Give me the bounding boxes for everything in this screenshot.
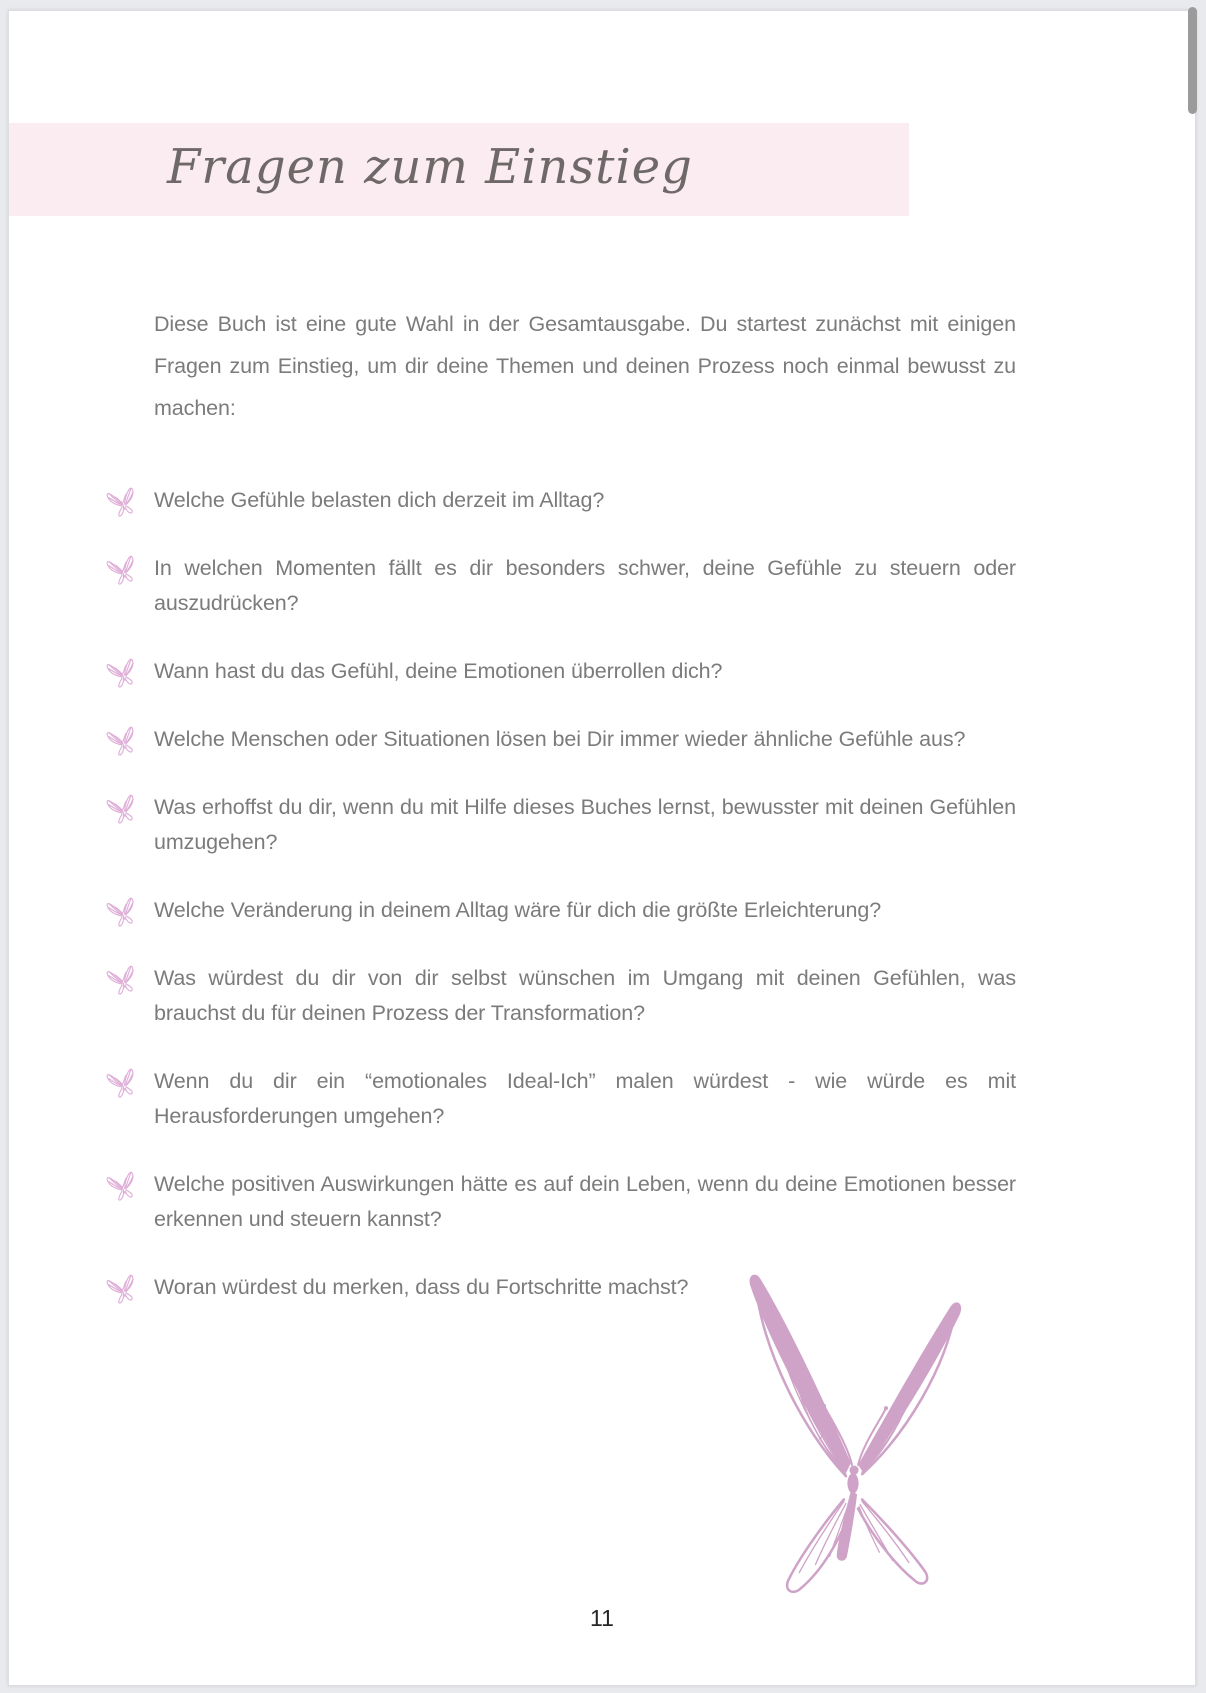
intro-paragraph: Diese Buch ist eine gute Wahl in der Gesamtausgabe. Du startest zunächst mit einigen Fragen zum Einstieg, um dir deine Themen und deinen Prozess noch einmal bewusst zu machen: [154, 311, 1016, 420]
question-item [154, 551, 1016, 621]
question-item [154, 483, 1016, 518]
question-text: Woran würdest du merken, dass du Fortschritte machst? [154, 1275, 689, 1299]
page-number: 11 [590, 1605, 614, 1631]
question-item [154, 654, 1016, 689]
question-item [154, 790, 1016, 860]
butterfly-bullet-icon [104, 1063, 141, 1100]
question-item [154, 893, 1016, 928]
question-item [154, 722, 1016, 757]
butterfly-bullet-icon [104, 653, 141, 690]
question-text: Wann hast du das Gefühl, deine Emotionen überrollen dich? [154, 659, 723, 683]
question-text: Welche positiven Auswirkungen hätte es auf dein Leben, wenn du deine Emotionen besser erkennen und steuern kannst? [154, 1172, 1016, 1231]
question-item [154, 961, 1016, 1031]
question-text: Welche Menschen oder Situationen lösen bei Dir immer wieder ähnliche Gefühle aus? [154, 727, 966, 751]
butterfly-bullet-icon [104, 1269, 141, 1306]
question-text: Welche Gefühle belasten dich derzeit im Alltag? [154, 488, 605, 512]
page-title: Fragen zum Einstieg [167, 138, 693, 195]
question-item [154, 1167, 1016, 1237]
butterfly-bullet-icon [104, 892, 141, 929]
question-text: Was erhoffst du dir, wenn du mit Hilfe dieses Buches lernst, bewusster mit deinen Gefühlen umzugehen? [154, 795, 1016, 854]
chapter-banner [9, 123, 909, 216]
question-text: Was würdest du dir von dir selbst wünschen im Umgang mit deinen Gefühlen, was brauchst du für deinen Prozess der Transformation? [154, 966, 1016, 1025]
question-list [154, 483, 1016, 1338]
butterfly-bullet-icon [104, 721, 141, 758]
butterfly-illustration [727, 1254, 977, 1604]
butterfly-bullet-icon [104, 1166, 141, 1203]
butterfly-bullet-icon [104, 550, 141, 587]
question-text: Welche Veränderung in deinem Alltag wäre für dich die größte Erleichterung? [154, 898, 882, 922]
butterfly-bullet-icon [104, 789, 141, 826]
butterfly-bullet-icon [104, 482, 141, 519]
question-text: In welchen Momenten fällt es dir besonders schwer, deine Gefühle zu steuern oder auszudrücken? [154, 556, 1016, 615]
question-item [154, 1064, 1016, 1134]
scrollbar-thumb[interactable] [1188, 7, 1197, 114]
document-page [8, 10, 1196, 1686]
question-text: Wenn du dir ein “emotionales Ideal-Ich” malen würdest - wie würde es mit Herausforderungen umgehen? [154, 1069, 1016, 1128]
butterfly-bullet-icon [104, 960, 141, 997]
